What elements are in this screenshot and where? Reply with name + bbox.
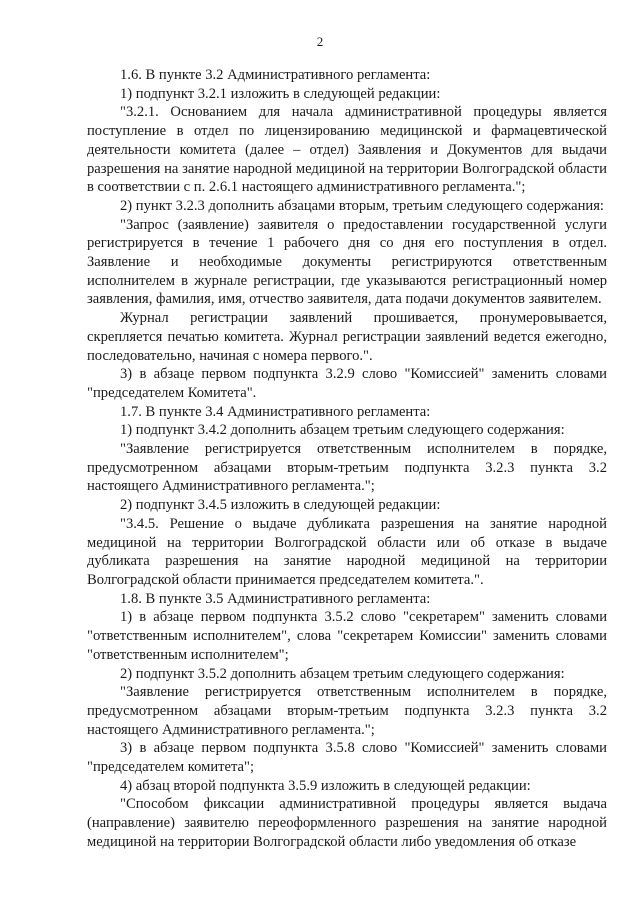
paragraph: "Способом фиксации административной процедуры является выдача (направление) заявителю переоформленного разрешения на занятие народной медициной на территории Волгоградской области либо уведомления об отказе xyxy=(87,796,607,850)
paragraph: 1.8. В пункте 3.5 Административного регламента: xyxy=(120,590,431,607)
paragraph: 1) в абзаце первом подпункта 3.5.2 слово "секретарем" заменить словами "ответственным исполнителем", слова "секретарем Комиссии" заменить словами "ответственным исполнителем"; xyxy=(87,609,607,663)
page-number: 2 xyxy=(316,34,324,49)
paragraph: 4) абзац второй подпункта 3.5.9 изложить в следующей редакции: xyxy=(120,777,531,794)
paragraph: "3.4.5. Решение о выдаче дубликата разрешения на занятие народной медициной на территории Волгоградской области или об отказе в выдаче дубликата разрешения на занятие народной медициной на территории Волгоградской области принимается председателем комитета.". xyxy=(87,515,607,588)
paragraph: "Заявление регистрируется ответственным исполнителем в порядке, предусмотренном абзацами вторым-третьим подпункта 3.2.3 пункта 3.2 настоящего Административного регламента."; xyxy=(87,684,607,738)
paragraph: "Запрос (заявление) заявителя о предоставлении государственной услуги регистрируется в течение 1 рабочего дня со дня его поступления в отдел. Заявление и необходимые документы регистрируются ответственным исполнителем в журнале регистрации, где указываются регистрационный номер заявления, фамилия, имя, отчество заявителя, дата подачи документов заявителем. xyxy=(87,216,607,308)
paragraph: 2) подпункт 3.5.2 дополнить абзацем третьим следующего содержания: xyxy=(120,665,565,682)
paragraph: 2) пункт 3.2.3 дополнить абзацами вторым, третьим следующего содержания: xyxy=(120,197,604,214)
paragraph: 1.6. В пункте 3.2 Административного регламента: xyxy=(120,67,431,83)
paragraph: 1) подпункт 3.2.1 изложить в следующей редакции: xyxy=(120,85,441,102)
paragraph: "3.2.1. Основанием для начала административной процедуры является поступление в отдел по лицензированию медицинской и фармацевтической деятельности комитета (далее – отдел) Заявления и Документов для выдачи разрешения на занятие народной медициной на территории Волгоградской области в соответствии с п. 2.6.1 настоящего административного регламента."; xyxy=(87,104,607,196)
paragraph: 1) подпункт 3.4.2 дополнить абзацем третьим следующего содержания: xyxy=(120,422,565,439)
paragraph: Журнал регистрации заявлений прошивается, пронумеровывается, скрепляется печатью комитета. Журнал регистрации заявлений ведется ежегодно, последовательно, начиная с номера первого.". xyxy=(87,310,607,364)
document-body xyxy=(87,66,607,852)
paragraph: "Заявление регистрируется ответственным исполнителем в порядке, предусмотренном абзацами вторым-третьим подпункта 3.2.3 пункта 3.2 настоящего Административного регламента."; xyxy=(87,441,607,495)
paragraph: 3) в абзаце первом подпункта 3.5.8 слово "Комиссией" заменить словами "председателем комитета"; xyxy=(87,740,607,776)
paragraph: 2) подпункт 3.4.5 изложить в следующей редакции: xyxy=(120,497,441,514)
paragraph: 1.7. В пункте 3.4 Административного регламента: xyxy=(120,403,431,420)
paragraph: 3) в абзаце первом подпункта 3.2.9 слово "Комиссией" заменить словами "председателем Комитета". xyxy=(87,366,607,401)
